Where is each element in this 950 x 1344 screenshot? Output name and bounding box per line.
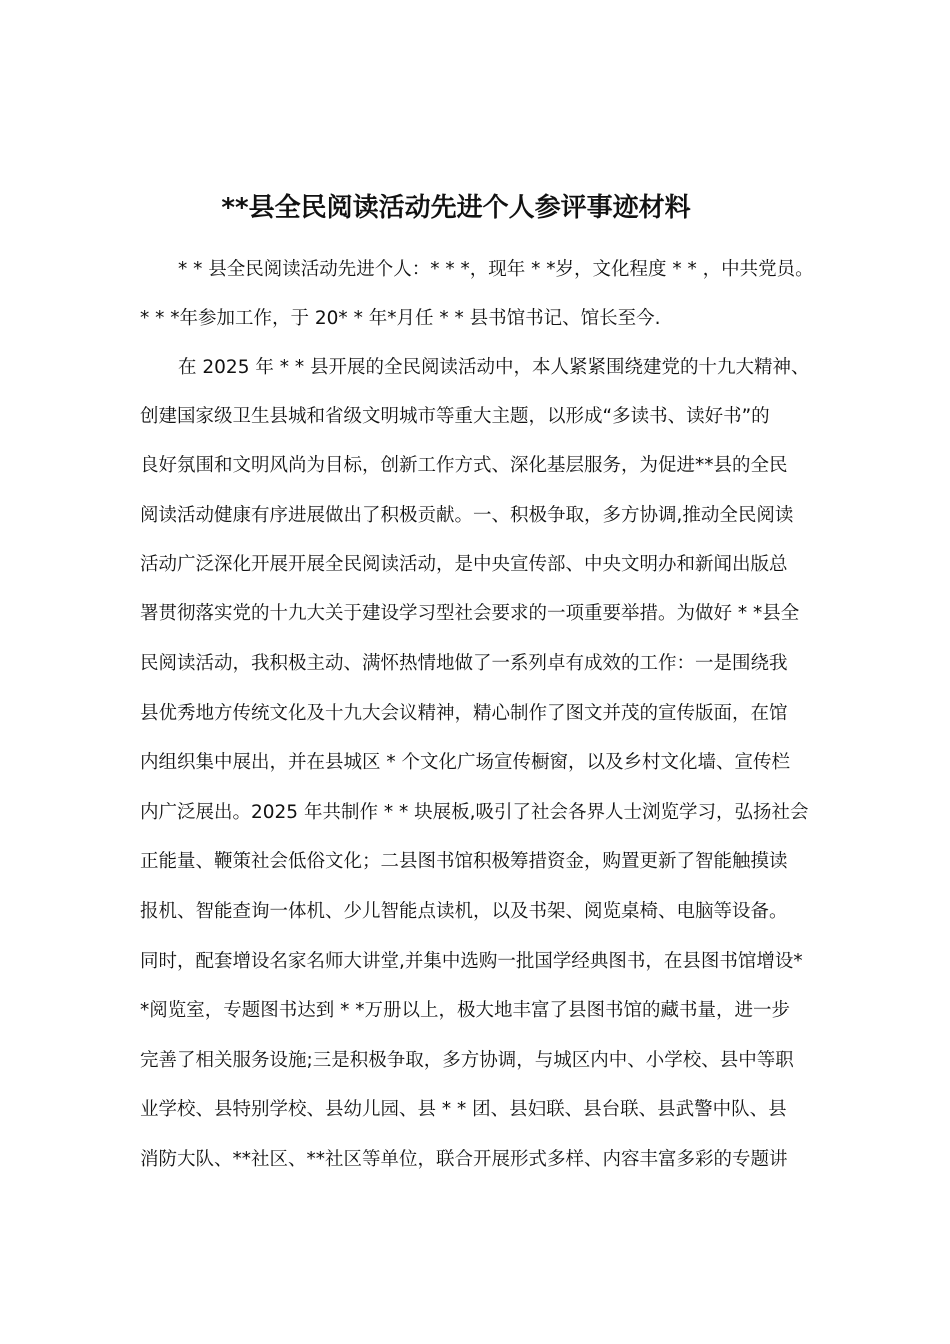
- document-title: **县全民阅读活动先进个人参评事迹材料: [221, 193, 691, 223]
- body-line-15: 同时，配套增设名家名师大讲堂,并集中选购一批国学经典图书，在县图书馆增设*: [140, 951, 803, 972]
- body-line-9: 民阅读活动，我积极主动、满怀热情地做了一系列卓有成效的工作：一是围绕我: [140, 653, 788, 674]
- body-line-13: 正能量、鞭策社会低俗文化；二县图书馆积极筹措资金，购置更新了智能触摸读: [140, 851, 788, 872]
- body-line-18: 业学校、县特别学校、县幼儿园、县 * * 团、县妇联、县台联、县武警中队、县: [140, 1099, 787, 1120]
- body-line-8: 署贯彻落实党的十九大关于建设学习型社会要求的一项重要举措。为做好 * *县全: [140, 603, 800, 624]
- body-line-5: 良好氛围和文明风尚为目标，创新工作方式、深化基层服务，为促进**县的全民: [140, 455, 788, 476]
- body-line-1: * * 县全民阅读活动先进个人：* * *，现年 * *岁，文化程度 * * ，中共党员。: [178, 259, 814, 280]
- body-line-17: 完善了相关服务设施;三是积极争取，多方协调，与城区内中、小学校、县中等职: [140, 1050, 794, 1071]
- body-line-6: 阅读活动健康有序进展做出了积极贡献。一、积极争取，多方协调,推动全民阅读: [140, 505, 794, 526]
- body-line-2: * * *年参加工作，于 20* * 年*月任 * * 县书馆书记、馆长至今.: [140, 308, 661, 329]
- body-line-14: 报机、智能查询一体机、少儿智能点读机，以及书架、阅览桌椅、电脑等设备。: [140, 901, 788, 922]
- body-line-11: 内组织集中展出，并在县城区 * 个文化广场宣传橱窗，以及乡村文化墙、宣传栏: [140, 752, 791, 773]
- body-line-12: 内广泛展出。2025 年共制作 * * 块展板,吸引了社会各界人士浏览学习，弘扬社会: [140, 802, 809, 823]
- body-line-4: 创建国家级卫生县城和省级文明城市等重大主题，以形成“多读书、读好书”的: [140, 406, 770, 427]
- body-line-16: *阅览室，专题图书达到 * *万册以上，极大地丰富了县图书馆的藏书量，进一步: [140, 1000, 791, 1021]
- body-line-19: 消防大队、**社区、**社区等单位，联合开展形式多样、内容丰富多彩的专题讲: [140, 1149, 788, 1170]
- body-line-7: 活动广泛深化开展开展全民阅读活动，是中央宣传部、中央文明办和新闻出版总: [140, 554, 788, 575]
- body-line-10: 县优秀地方传统文化及十九大会议精神，精心制作了图文并茂的宣传版面，在馆: [140, 703, 788, 724]
- body-line-3: 在 2025 年 * * 县开展的全民阅读活动中，本人紧紧围绕建党的十九大精神、: [178, 357, 810, 378]
